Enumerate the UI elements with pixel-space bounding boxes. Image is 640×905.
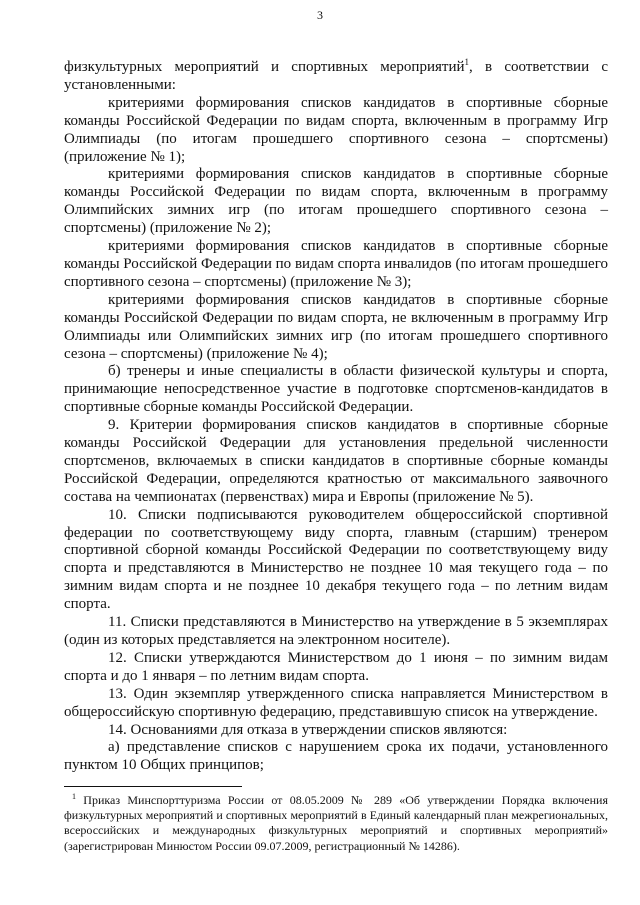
paragraph-continuation [64, 59, 608, 95]
footnote-text: Приказ Минспорттуризма России от 08.05.2009 № 289 «Об утверждении Порядка включения физкультурных мероприятий и спортивных мероприятий в Единый календарный план межрегиональных, всероссийских и международных физкультурных мероприятий и спортивных мероприятий» (зарегистрирован Минюстом России 09.07.2009, регистрационный № 14286). [64, 793, 608, 853]
paragraph-criteria-olympic: критериями формирования списков кандидатов в спортивные сборные команды Российской Федерации по видам спорта, включенным в программу Игр Олимпиады (по итогам прошедшего спортивного сезона – спортсмены) (приложение № 1); [64, 94, 608, 165]
paragraph-item-14a: а) представление списков с нарушением срока их подачи, установленного пунктом 10 Общих принципов; [64, 739, 608, 774]
paragraph-item-11: 11. Списки представляются в Министерство на утверждение в 5 экземплярах (один из которых представляется на электронном носителе). [64, 614, 608, 648]
paragraph-item-9: 9. Критерии формирования списков кандидатов в спортивные сборные команды Российской Федерации для установления предельной численности спортсменов, включаемых в списки кандидатов в спортивные сборные команды Российской Федерации, определяются кратностью от максимального заявочного состава на чемпионатах (первенствах) мира и Европы (приложение № 5). [64, 417, 608, 505]
footnote-divider [64, 786, 242, 787]
paragraph-text: физкультурных мероприятий и спортивных мероприятий [64, 59, 465, 75]
paragraph-criteria-non-olympic: критериями формирования списков кандидатов в спортивные сборные команды Российской Федерации по видам спорта, не включенным в программу Игр Олимпиады или Олимпийских зимних игр (по итогам прошедшего спортивного сезона – спортсмены) (приложение № 4); [64, 291, 608, 362]
page-number: 3 [317, 8, 323, 22]
body-text [64, 59, 608, 775]
paragraph-item-10: 10. Списки подписываются руководителем общероссийской спортивной федерации по соответствующему виду спорта, главным (старшим) тренером спортивной сборной команды Российской Федерации по соответствующему виду спорта и представляются в Министерство не позднее 10 мая текущего года – по зимним видам спорта и не позднее 10 декабря текущего года – по летним видам спорта. [64, 506, 608, 613]
paragraph-coaches: б) тренеры и иные специалисты в области физической культуры и спорта, принимающие непосредственное участие в подготовке спортсменов-кандидатов в спортивные сборные команды Российской Федерации. [64, 363, 608, 416]
paragraph-text-tail: , в соответствии с установленными: [64, 59, 608, 93]
footnote-mark: 1 [72, 792, 76, 801]
footnote-reference: 1 [464, 57, 470, 67]
footnote [64, 793, 608, 854]
paragraph-criteria-winter-olympic: критериями формирования списков кандидатов в спортивные сборные команды Российской Федерации по видам спорта, включенным в программу Олимпийских зимних игр (по итогам прошедшего спортивного сезона – спортсмены) (приложение № 2); [64, 166, 608, 237]
paragraph-item-14: 14. Основаниями для отказа в утверждении списков являются: [108, 721, 508, 738]
paragraph-criteria-disabled-sports: критериями формирования списков кандидатов в спортивные сборные команды Российской Федерации по видам спорта инвалидов (по итогам прошедшего спортивного сезона – спортсмены) (приложение № 3); [64, 238, 608, 290]
paragraph-item-12: 12. Списки утверждаются Министерством до 1 июня – по зимним видам спорта и до 1 января – по летним видам спорта. [64, 649, 608, 684]
paragraph-item-13: 13. Один экземпляр утвержденного списка направляется Министерством в общероссийскую спортивную федерацию, представившую список на утверждение. [64, 685, 608, 720]
